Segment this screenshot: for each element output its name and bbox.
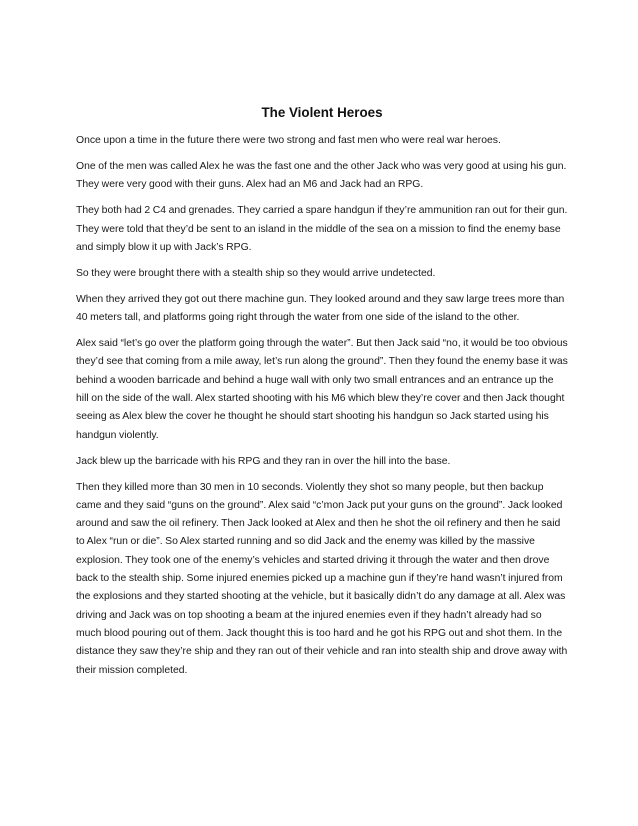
paragraph-stealth-ship: So they were brought there with a stealth ship so they would arrive undetected.: [76, 267, 436, 279]
paragraph-escape: Then they killed more than 30 men in 10 seconds. Violently they shot so many people, but then backup came and they said “guns on the ground”. Alex said “c’mon Jack put your guns on the ground”. Jack looked around and saw the oil refinery. Then Jack looked at Alex and then he shot the oil refinery and then he said to Alex “run or die”. So Alex started running and so did Jack and the enemy was killed by the massive explosion. They took one of the enemy’s vehicles and started driving it through the water and then drove back to the stealth ship. Some injured enemies picked up a machine gun if they’re hand wasn’t injured from the explosions and they started shooting at the vehicle, but it basically didn’t do any damage at all. Alex was driving and Jack was on top shooting a beam at the injured enemies even if they hadn’t already had so much blood pouring out of them. Jack thought this is too hard and he got his RPG out and shot them. In the distance they saw they’re ship and they ran out of their vehicle and ran into stealth ship and drove away with their mission completed.: [76, 481, 568, 676]
paragraph-enemy-base: Alex said “let’s go over the platform going through the water”. But then Jack said “no, it would be too obvious they’d see that coming from a mile away, let’s run along the ground”. Then they found the enemy base it was behind a wooden barricade and behind a huge wall with only two small entrances and an entrance up the hill on the side of the wall. Alex started shooting with his M6 which blew they’re cover and then Jack thought seeing as Alex blew the cover he thought he should start shooting his handgun so Jack started using his handgun violently.: [76, 338, 568, 441]
paragraph-arrival: When they arrived they got out there machine gun. They looked around and they saw large trees more than 40 meters tall, and platforms going right through the water from one side of the island to the other.: [76, 293, 565, 324]
document-title: The Violent Heroes: [261, 105, 383, 120]
paragraph-equipment: They both had 2 C4 and grenades. They carried a spare handgun if they’re ammunition ran out for their gun. They were told that they’d be sent to an island in the middle of the sea on a mission to find the enemy base and simply blow it up with Jack’s RPG.: [76, 205, 568, 253]
document-body: [76, 104, 568, 688]
paragraph-intro: Once upon a time in the future there were two strong and fast men who were real war heroes.: [76, 135, 501, 146]
paragraph-characters: One of the men was called Alex he was the fast one and the other Jack who was very good at using his gun. They were very good with their guns. Alex had an M6 and Jack had an RPG.: [76, 160, 567, 191]
paragraph-barricade: Jack blew up the barricade with his RPG and they ran in over the hill into the base.: [76, 455, 451, 467]
